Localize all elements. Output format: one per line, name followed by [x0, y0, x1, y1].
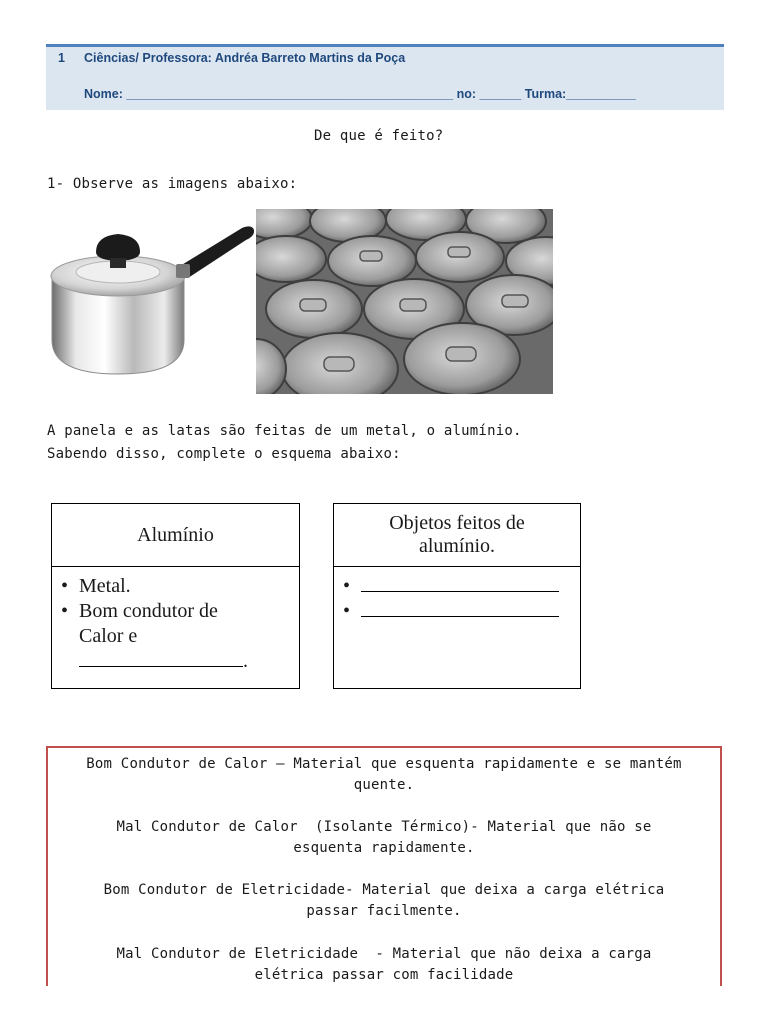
- definition-text: esquenta rapidamente.: [293, 840, 475, 856]
- definition-poor-heat-conductor: [58, 817, 710, 859]
- definition-text: elétrica passar com facilidade: [254, 967, 514, 983]
- objetos-heading: [334, 504, 580, 567]
- page-number: 1: [58, 51, 65, 65]
- property-metal: • Metal.: [52, 574, 299, 599]
- name-blank: _______________________________________________: [126, 87, 454, 101]
- subject-teacher: Ciências/ Professora: Andréa Barreto Martins da Poça: [84, 51, 406, 65]
- property-conductor-line1: Bom condutor de: [79, 600, 218, 622]
- objetos-blank-2[interactable]: [361, 600, 559, 617]
- worksheet-title: De que é feito?: [314, 128, 444, 144]
- definition-text: Bom Condutor de Eletricidade- Material que deixa a carga elétrica: [103, 882, 665, 898]
- aluminum-cans-image: [256, 209, 553, 394]
- definition-text: passar facilmente.: [306, 903, 462, 919]
- definition-text: Mal Condutor de Calor (Isolante Térmico)- Material que não se: [116, 819, 652, 835]
- statement-line-2: Sabendo disso, complete o esquema abaixo:: [47, 446, 401, 462]
- aluminio-box: [51, 503, 300, 689]
- definition-poor-electric-conductor: [58, 944, 710, 986]
- property-conductor: [52, 599, 299, 674]
- student-info-line: [84, 87, 636, 101]
- objetos-list: [334, 566, 580, 688]
- name-label: Nome:: [84, 87, 123, 101]
- aluminio-heading: Alumínio: [52, 504, 299, 567]
- objetos-heading-line2: alumínio.: [418, 535, 496, 557]
- objetos-blank-1[interactable]: [361, 575, 559, 592]
- definitions-box: [46, 746, 722, 986]
- objetos-item-2: [334, 599, 580, 624]
- question-1: 1- Observe as imagens abaixo:: [47, 176, 298, 192]
- definition-good-electric-conductor: [58, 880, 710, 922]
- class-label: Turma:: [524, 87, 567, 101]
- objetos-box: [333, 503, 581, 689]
- definition-good-heat-conductor: [58, 754, 710, 796]
- definition-text: Bom Condutor de Calor – Material que esquenta rapidamente e se mantém: [86, 756, 682, 772]
- saucepan-image: [46, 214, 254, 394]
- blank-period: .: [243, 650, 248, 672]
- objetos-item-1: [334, 574, 580, 599]
- definition-text: Mal Condutor de Eletricidade - Material que não deixa a carga: [116, 946, 652, 962]
- number-blank: ______: [479, 87, 522, 101]
- worksheet-header: [46, 44, 724, 110]
- statement-line-1: A panela e as latas são feitas de um metal, o alumínio.: [47, 423, 522, 439]
- objetos-heading-line1: Objetos feitos de: [389, 512, 525, 534]
- number-label: no:: [456, 87, 477, 101]
- aluminio-properties: [52, 566, 299, 688]
- fill-in-blank[interactable]: [79, 650, 243, 667]
- property-conductor-line2: Calor e: [79, 625, 138, 647]
- class-blank: __________: [566, 87, 636, 101]
- definition-text: quente.: [353, 777, 415, 793]
